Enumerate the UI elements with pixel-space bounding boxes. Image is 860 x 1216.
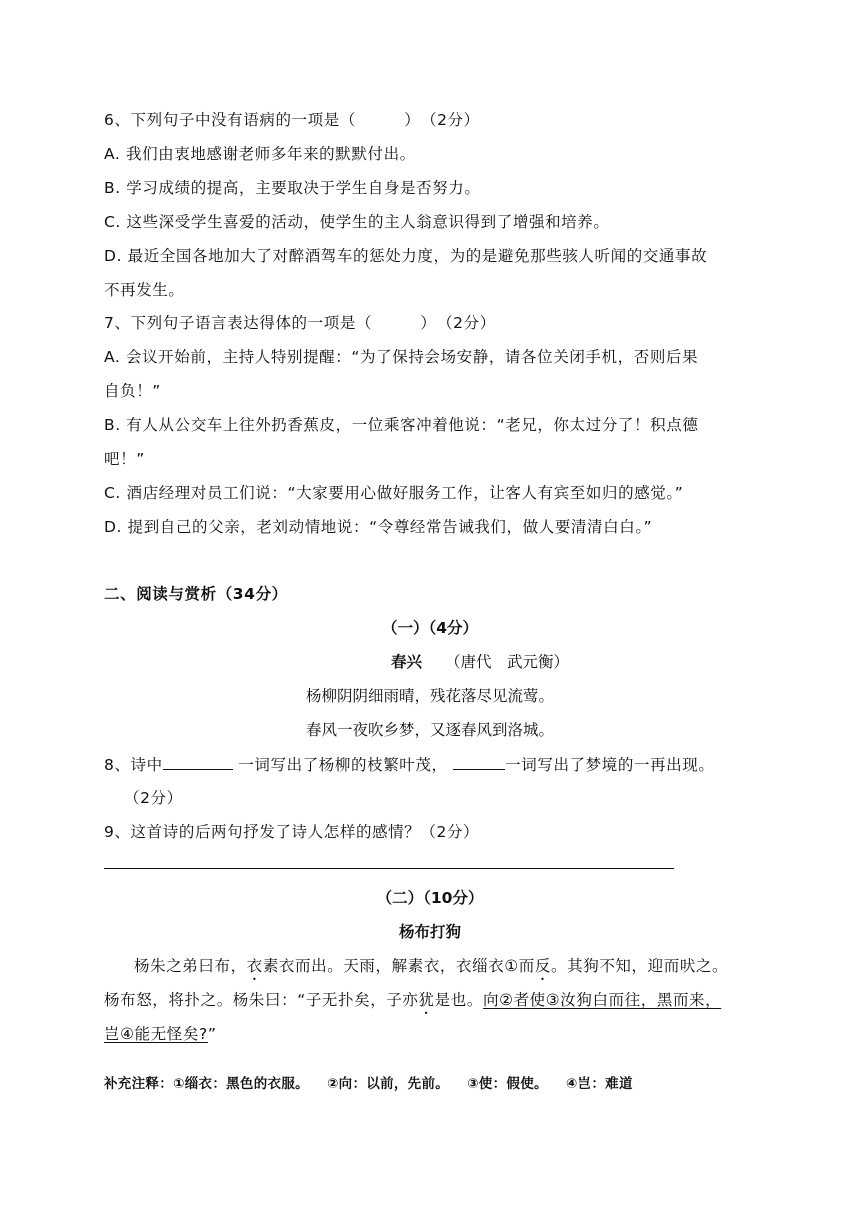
passage-line-1: 杨朱之弟曰布，衣素衣而出。天雨，解素衣，衣缁衣①而反。其狗不知，迎而吠之。: [134, 957, 729, 975]
q7-option-a-line2: 自负！”: [104, 382, 161, 400]
note-1: ①缁衣：黑色的衣服。: [173, 1076, 309, 1092]
q8-part3: 一词写出了梦境的一再出现。: [505, 756, 715, 774]
q6-option-c: C. 这些深受学生喜爱的活动，使学生的主人翁意识得到了增强和培养。: [104, 213, 610, 231]
dotted-char: 反: [534, 957, 552, 975]
q7-stem: 7、下列句子语言表达得体的一项是（ ） （2分）: [104, 314, 496, 332]
poem-author: （唐代 武元衡）: [444, 653, 569, 671]
q6-option-b: B. 学习成绩的提高，主要取决于学生自身是否努力。: [104, 179, 481, 197]
poem-title: 春兴: [391, 653, 423, 671]
poem-line-2: 春风一夜吹乡梦，又逐春风到洛城。: [305, 721, 554, 739]
q6-option-d-line1: D. 最近全国各地加大了对醉酒驾车的惩处力度，为的是避免那些骇人听闻的交通事故: [104, 247, 708, 265]
q8-line: [104, 754, 714, 775]
supplementary-notes: [104, 1072, 651, 1092]
underlined-sentence: 向②者使③汝狗白而往，黑而来，: [482, 991, 722, 1009]
q7-option-d: D. 提到自己的父亲，老刘动情地说：“令尊经常告诫我们，做人要清清白白。”: [104, 518, 653, 536]
q7-option-a-line1: A. 会议开始前，主持人特别提醒：“为了保持会场安静，请各位关闭手机，否则后果: [104, 348, 699, 366]
notes-label: 补充注释：: [104, 1076, 173, 1092]
passage-title: 杨布打狗: [398, 923, 461, 941]
note-4: ④岂：难道: [565, 1076, 633, 1092]
q8-part1: 8、诗中: [104, 756, 163, 774]
part1-heading: （一）（4分）: [381, 619, 479, 637]
note-3: ③使：假使。: [467, 1076, 548, 1092]
dotted-char: 衣: [246, 957, 263, 975]
q7-option-b-line1: B. 有人从公交车上往外扔香蕉皮，一位乘客冲着他说：“老兄，你太过分了！积点德: [104, 416, 699, 434]
note-2: ②向：以前，先前。: [326, 1076, 450, 1092]
part2-heading: （二）（10分）: [376, 889, 484, 907]
q7-option-b-line2: 吧！”: [104, 450, 145, 468]
q6-option-a: A. 我们由衷地感谢老师多年来的默默付出。: [104, 145, 416, 163]
q6-option-d-line2: 不再发生。: [104, 281, 185, 299]
q7-option-c: C. 酒店经理对员工们说：“大家要用心做好服务工作，让客人有宾至如归的感觉。”: [104, 484, 684, 502]
q8-blank-2[interactable]: [453, 754, 505, 770]
dotted-char: 犹: [418, 991, 435, 1009]
q6-stem: 6、下列句子中没有语病的一项是（ ） （2分）: [104, 111, 480, 129]
poem-line-1: 杨柳阴阴细雨晴，残花落尽见流莺。: [305, 687, 554, 705]
q8-score: （2分）: [124, 789, 183, 807]
q8-part2: 一词写出了杨柳的枝繁叶茂，: [238, 756, 448, 774]
passage-line-2: 杨布怒，将扑之。杨朱曰：“子无扑矣，子亦犹是也。向②者使③汝狗白而往，黑而来，: [104, 991, 722, 1009]
underlined-sentence-end: 岂④能无怪矣?: [104, 1025, 208, 1043]
q8-blank-1[interactable]: [163, 754, 233, 770]
section2-heading: 二、阅读与赏析（34分）: [104, 585, 288, 603]
q9-answer-line[interactable]: [104, 868, 674, 869]
passage-line-3: 岂④能无怪矣?”: [104, 1025, 217, 1043]
q9-stem: 9、这首诗的后两句抒发了诗人怎样的感情？（2分）: [104, 823, 480, 841]
poem-header: [50, 652, 860, 672]
